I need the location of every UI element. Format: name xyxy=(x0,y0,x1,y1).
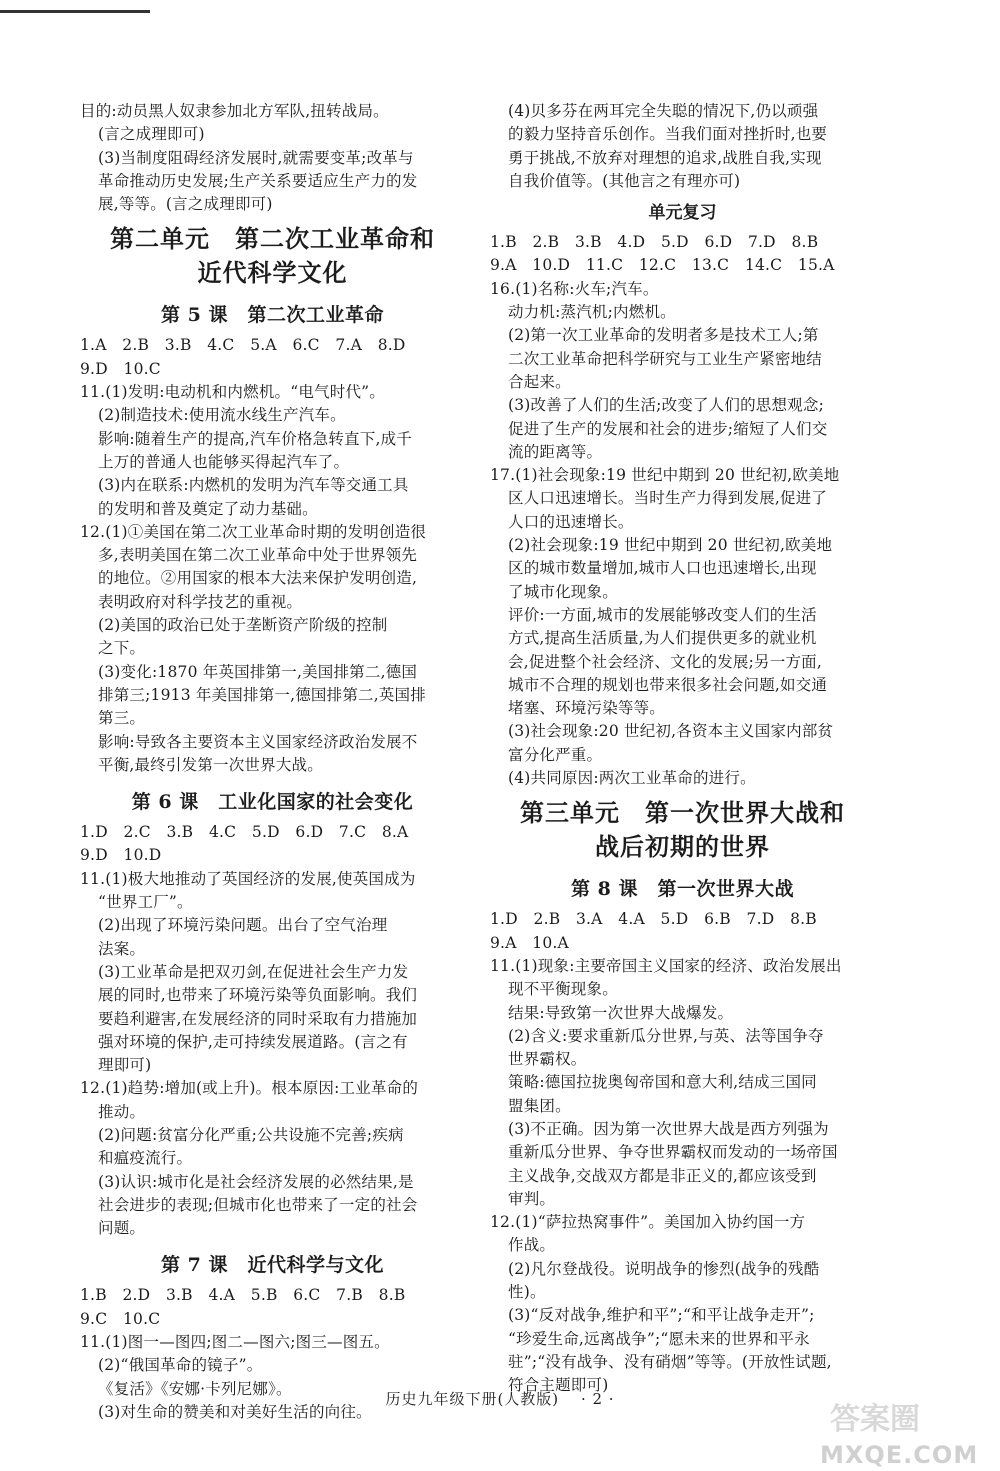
answer-line: 会,促进整个社会经济、文化的发展;另一方面, xyxy=(508,652,822,671)
answer-line: (3)改善了人们的生活;改变了人们的思想观念; xyxy=(508,396,825,415)
answer-line: 问题。 xyxy=(98,1219,146,1238)
answer-line: 9.C 10.C xyxy=(80,1309,161,1328)
answer-line: 的毅力坚持音乐创作。当我们面对挫折时,也要 xyxy=(508,125,828,144)
answer-line: 了城市化现象。 xyxy=(508,582,618,601)
lesson6-title: 第 6 课 工业化国家的社会变化 xyxy=(131,791,414,814)
answer-line: 人口的迅速增长。 xyxy=(508,512,634,531)
answer-line: (3)对生命的赞美和对美好生活的向往。 xyxy=(98,1402,372,1421)
answer-line: 二次工业革命把科学研究与工业生产紧密地结 xyxy=(508,349,823,368)
unit3-title xyxy=(490,796,875,864)
answer-line: (3)工业革命是把双刃剑,在促进社会生产力发 xyxy=(98,962,409,981)
answer-line: (3)不正确。因为第一次世界大战是西方列强为 xyxy=(508,1119,829,1138)
unit3-title-line1: 第三单元 第一次世界大战和 xyxy=(520,798,845,828)
answer-line: “珍爱生命,远离战争”;“愿未来的世界和平永 xyxy=(508,1329,810,1348)
answer-line: (2)美国的政治已处于垄断资产阶级的控制 xyxy=(98,616,388,635)
watermark-text-cn: 答案圈 xyxy=(830,1402,920,1437)
answer-line: 展的同时,也带来了环境污染等负面影响。我们 xyxy=(98,986,418,1005)
answer-line: 之下。 xyxy=(98,639,146,658)
answer-line: (3)“反对战争,维护和平”;“和平让战争走开”; xyxy=(508,1306,815,1325)
answer-line: 9.D 10.D xyxy=(80,846,162,865)
answer-line: 区人口迅速增长。当时生产力得到发展,促进了 xyxy=(508,489,828,508)
answer-line: 要趋利避害,在发展经济的同时采取有力措施加 xyxy=(98,1009,418,1028)
answer-line: 的地位。②用国家的根本大法来保护发明创造, xyxy=(98,569,418,588)
answer-line: (3)社会现象:20 世纪初,各资本主义国家内部贫 xyxy=(508,722,834,741)
lesson8-title: 第 8 课 第一次世界大战 xyxy=(571,878,794,901)
answer-line: 表明政府对科学技艺的重视。 xyxy=(98,592,303,611)
answer-line: (3)认识:城市化是社会经济发展的必然结果,是 xyxy=(98,1172,414,1191)
answer-line: (2)含义:要求重新瓜分世界,与英、法等国争夺 xyxy=(508,1026,824,1045)
answer-line: 重新瓜分世界、争夺世界霸权而发动的一场帝国 xyxy=(508,1143,838,1162)
answer-line: 多,表明美国在第二次工业革命中处于世界领先 xyxy=(98,546,418,565)
answer-line: 影响:导致各主要资本主义国家经济政治发展不 xyxy=(98,732,418,751)
answer-line: 排第三;1913 年美国排第一,德国排第二,英国排 xyxy=(98,685,426,704)
answer-line: 区的城市数量增加,城市人口也迅速增长,出现 xyxy=(508,559,817,578)
answer-line: 1.B 2.D 3.B 4.A 5.B 6.C 7.B 8.B xyxy=(80,1286,406,1305)
answer-line: (2)问题:贫富分化严重;公共设施不完善;疾病 xyxy=(98,1125,404,1144)
unit-review-answers xyxy=(490,231,875,790)
answer-line: 9.A 10.A xyxy=(490,933,569,952)
right-intro xyxy=(490,100,875,193)
left-column xyxy=(80,100,465,1424)
watermark-logo xyxy=(760,1395,990,1471)
footer-book-title: 历史九年级下册(人教版) xyxy=(385,1390,560,1408)
answer-line: 12.(1)①美国在第二次工业革命时期的发明创造很 xyxy=(80,522,427,541)
answer-line: 上万的普通人也能够买得起汽车了。 xyxy=(98,452,350,471)
page-number: · 2 · xyxy=(580,1390,615,1408)
unit3-title-line2: 战后初期的世界 xyxy=(595,832,770,862)
lesson8-answers xyxy=(490,908,875,1397)
answer-line: 方式,提高生活质量,为人们提供更多的就业机 xyxy=(508,629,817,648)
answer-line: 革命推动历史发展;生产关系要适应生产力的发 xyxy=(98,171,418,190)
answer-line: 1.B 2.B 3.B 4.D 5.D 6.D 7.D 8.B xyxy=(490,233,819,252)
answer-line: (4)贝多芬在两耳完全失聪的情况下,仍以顽强 xyxy=(508,102,819,120)
answer-line: 促进了生产的发展和社会的进步;缩短了人们交 xyxy=(508,419,828,438)
unit2-title-line2: 近代科学文化 xyxy=(197,258,348,288)
answer-line: 世界霸权。 xyxy=(508,1050,587,1069)
answer-line: 流的距离等。 xyxy=(508,442,603,461)
answer-line: (2)凡尔登战役。说明战争的惨烈(战争的残酷 xyxy=(508,1259,820,1278)
answer-line: 平衡,最终引发第一次世界大战。 xyxy=(98,755,323,774)
answer-line: 11.(1)极大地推动了英国经济的发展,使英国成为 xyxy=(80,869,416,888)
answer-line: 9.A 10.D 11.C 12.C 13.C 14.C 15.A xyxy=(490,256,835,275)
lesson5-answers xyxy=(80,334,465,777)
answer-line: 策略:德国拉拢奥匈帝国和意大利,结成三国同 xyxy=(508,1073,817,1092)
answer-line: 1.D 2.C 3.B 4.C 5.D 6.D 7.C 8.A xyxy=(80,823,409,842)
answer-line: 1.D 2.B 3.A 4.A 5.D 6.B 7.D 8.B xyxy=(490,910,817,929)
top-rule xyxy=(0,10,150,13)
answer-line: (3)当制度阻碍经济发展时,就需要变革;改革与 xyxy=(98,148,414,167)
answer-line: 勇于挑战,不放弃对理想的追求,战胜自我,实现 xyxy=(508,148,822,167)
answer-line: 符合主题即可) xyxy=(508,1376,609,1395)
left-intro xyxy=(80,100,465,216)
right-column xyxy=(490,100,875,1398)
answer-line: 作战。 xyxy=(508,1236,556,1255)
answer-line: (2)出现了环境污染问题。出台了空气治理 xyxy=(98,916,388,935)
answer-line: (2)第一次工业革命的发明者多是技术工人;第 xyxy=(508,326,819,345)
answer-line: 的发明和普及奠定了动力基础。 xyxy=(98,499,318,518)
answer-line: 现不平衡现象。 xyxy=(508,980,618,999)
answer-line: (2)“俄国革命的镜子”。 xyxy=(98,1356,263,1375)
answer-line: 和瘟疫流行。 xyxy=(98,1149,193,1168)
answer-line: 动力机:蒸汽机;内燃机。 xyxy=(508,303,676,322)
answer-line: 自我价值等。(其他言之有理亦可) xyxy=(508,171,741,190)
answer-line: 主义战争,交战双方都是非正义的,都应该受到 xyxy=(508,1166,817,1185)
answer-line: 12.(1)“萨拉热窝事件”。美国加入协约国一方 xyxy=(490,1213,806,1232)
answer-line: (3)变化:1870 年英国排第一,美国排第二,德国 xyxy=(98,662,418,681)
answer-line: 9.D 10.C xyxy=(80,359,161,378)
answer-line: 目的:动员黑人奴隶参加北方军队,扭转战局。 xyxy=(80,102,389,120)
answer-line: 1.A 2.B 3.B 4.C 5.A 6.C 7.A 8.D xyxy=(80,336,406,355)
answer-line: 展,等等。(言之成理即可) xyxy=(98,195,273,214)
answer-line: 第三。 xyxy=(98,709,146,728)
lesson5-title: 第 5 课 第二次工业革命 xyxy=(161,304,384,327)
answer-line: 理即可) xyxy=(98,1056,152,1075)
answer-line: (3)内在联系:内燃机的发明为汽车等交通工具 xyxy=(98,476,409,495)
answer-line: (2)制造技术:使用流水线生产汽车。 xyxy=(98,406,346,425)
unit-review-title: 单元复习 xyxy=(648,203,717,224)
lesson7-title: 第 7 课 近代科学与文化 xyxy=(161,1254,384,1277)
answer-line: 城市不合理的规划也带来很多社会问题,如交通 xyxy=(508,675,828,694)
answer-line: 驻”;“没有战争、没有硝烟”等等。(开放性试题, xyxy=(508,1352,832,1371)
answer-line: 法案。 xyxy=(98,939,146,958)
answer-line: 盟集团。 xyxy=(508,1096,571,1115)
answer-line: 评价:一方面,城市的发展能够改变人们的生活 xyxy=(508,605,817,624)
answer-line: 审判。 xyxy=(508,1189,556,1208)
answer-line: 影响:随着生产的提高,汽车价格急转直下,成千 xyxy=(98,429,412,448)
answer-line: 社会进步的表现;但城市化也带来了一定的社会 xyxy=(98,1195,418,1214)
answer-line: 11.(1)发明:电动机和内燃机。“电气时代”。 xyxy=(80,383,385,402)
answer-line: “世界工厂”。 xyxy=(98,893,193,912)
answer-line: 富分化严重。 xyxy=(508,745,603,764)
lesson6-answers xyxy=(80,821,465,1240)
answer-line: (2)社会现象:19 世纪中期到 20 世纪初,欧美地 xyxy=(508,536,833,555)
answer-line: (言之成理即可) xyxy=(98,125,205,144)
answer-line: 《复活》《安娜·卡列尼娜》。 xyxy=(98,1379,292,1398)
watermark-text-en: MXQE.COM xyxy=(820,1441,979,1469)
answer-line: 11.(1)图一—图四;图二—图六;图三—图五。 xyxy=(80,1333,390,1352)
answer-line: 堵塞、环境污染等等。 xyxy=(508,699,666,718)
answer-line: 强对环境的保护,走可持续发展道路。(言之有 xyxy=(98,1032,408,1051)
answer-line: 合起来。 xyxy=(508,372,571,391)
unit2-title-line1: 第二单元 第二次工业革命和 xyxy=(110,224,435,254)
answer-line: 17.(1)社会现象:19 世纪中期到 20 世纪初,欧美地 xyxy=(490,466,840,485)
answer-line: 推动。 xyxy=(98,1102,146,1121)
answer-line: 结果:导致第一次世界大战爆发。 xyxy=(508,1003,734,1022)
answer-line: 16.(1)名称:火车;汽车。 xyxy=(490,279,659,298)
answer-line: 11.(1)现象:主要帝国主义国家的经济、政治发展出 xyxy=(490,956,842,975)
answer-line: 性)。 xyxy=(508,1283,546,1302)
answer-line: (4)共同原因:两次工业革命的进行。 xyxy=(508,769,756,788)
answer-line: 12.(1)趋势:增加(或上升)。根本原因:工业革命的 xyxy=(80,1079,419,1098)
unit2-title xyxy=(80,222,465,290)
